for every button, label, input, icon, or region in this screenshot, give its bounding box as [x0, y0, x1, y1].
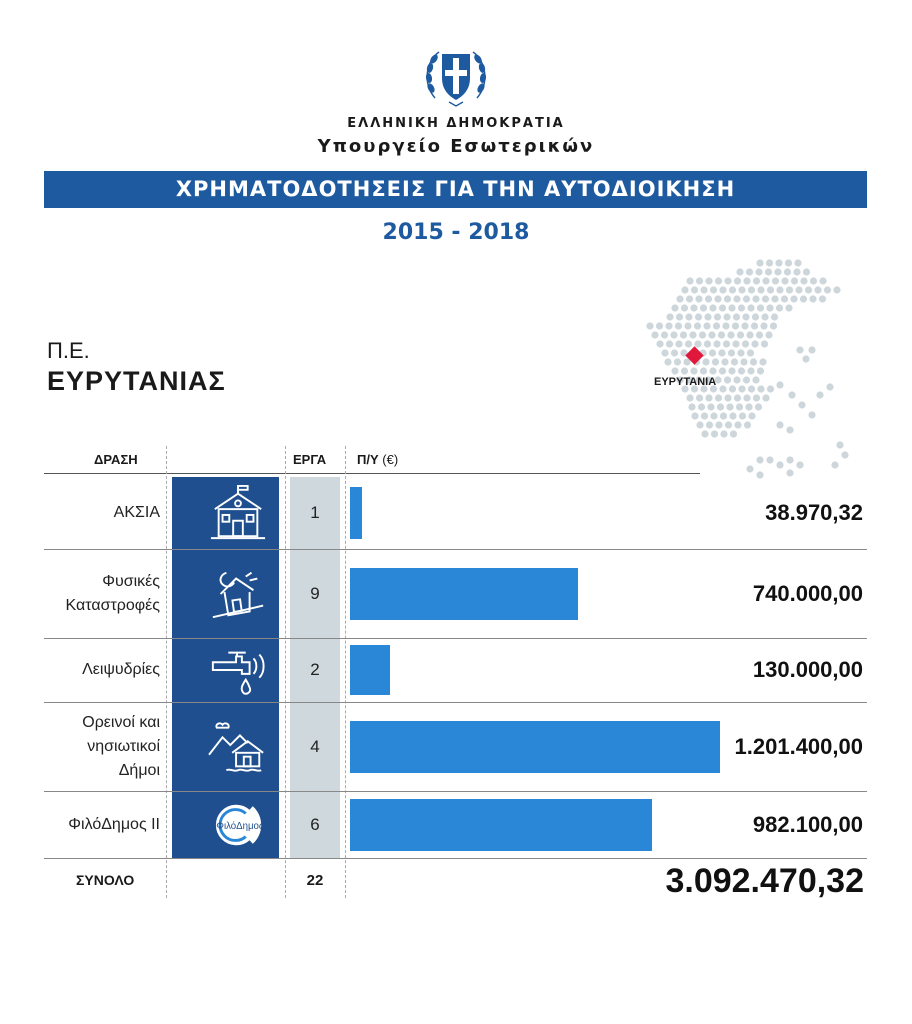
map-dot	[646, 322, 653, 329]
map-dot	[724, 376, 731, 383]
map-dot	[715, 421, 722, 428]
budget-bar	[350, 721, 720, 773]
map-dot	[700, 304, 707, 311]
collapsing-house-icon	[184, 565, 291, 628]
map-dot	[802, 355, 809, 362]
map-dot	[698, 403, 705, 410]
map-dot	[794, 259, 801, 266]
table-row	[44, 549, 867, 638]
map-dot	[738, 286, 745, 293]
map-dot	[710, 412, 717, 419]
map-dot	[717, 403, 724, 410]
map-dot	[743, 394, 750, 401]
filodimos-logo-icon	[184, 796, 291, 859]
map-dot	[737, 331, 744, 338]
total-rule	[44, 858, 867, 859]
map-dot	[686, 394, 693, 401]
map-dot	[704, 340, 711, 347]
map-dot	[671, 349, 678, 356]
map-dot	[761, 340, 768, 347]
map-dot	[831, 461, 838, 468]
row-project-count: 2	[310, 660, 320, 679]
map-dot	[748, 412, 755, 419]
map-dot	[766, 259, 773, 266]
map-dot	[771, 295, 778, 302]
row-action-label-line: Φυσικές	[102, 572, 160, 590]
budget-value-label: 38.970,32	[765, 500, 863, 525]
map-dot	[691, 286, 698, 293]
map-dot	[753, 394, 760, 401]
map-dot	[728, 349, 735, 356]
map-dot	[651, 331, 658, 338]
map-dot	[715, 277, 722, 284]
row-action-label-line: Καταστροφές	[65, 596, 160, 614]
map-dot	[752, 295, 759, 302]
map-dot	[743, 295, 750, 302]
map-dot	[671, 367, 678, 374]
map-dot	[680, 331, 687, 338]
map-dot	[711, 430, 718, 437]
map-dot	[681, 367, 688, 374]
map-dot	[718, 349, 725, 356]
map-dot	[703, 322, 710, 329]
map-dot	[759, 358, 766, 365]
map-dot	[808, 411, 815, 418]
map-dot	[661, 349, 668, 356]
total-projects: 22	[306, 872, 324, 889]
water-tap-icon	[184, 641, 291, 704]
map-dot	[833, 286, 840, 293]
map-dot	[694, 340, 701, 347]
filodimos-logo-text: ΦιλόΔημος	[215, 820, 264, 832]
map-dot	[800, 277, 807, 284]
row-action-label-line: ΑΚΣΙΑ	[113, 504, 160, 521]
map-dot	[757, 304, 764, 311]
map-dot	[771, 313, 778, 320]
map-dot	[784, 268, 791, 275]
map-dot	[714, 313, 721, 320]
row-action-label-line: Ορεινοί και	[82, 713, 160, 731]
row-action-label	[44, 501, 160, 525]
row-action-label-line: νησιωτικοί	[87, 737, 160, 755]
map-dot	[722, 322, 729, 329]
map-dot	[719, 286, 726, 293]
row-action-label	[44, 813, 160, 837]
map-dot	[742, 340, 749, 347]
map-dot	[757, 286, 764, 293]
map-dot	[757, 385, 764, 392]
map-dot	[726, 403, 733, 410]
map-dot	[745, 403, 752, 410]
map-dot	[742, 313, 749, 320]
map-dot	[728, 367, 735, 374]
map-dot	[728, 304, 735, 311]
budget-value-label: 1.201.400,00	[734, 733, 863, 759]
map-dot	[746, 331, 753, 338]
map-dot	[724, 295, 731, 302]
map-dot	[734, 394, 741, 401]
map-dot	[725, 421, 732, 428]
map-dot	[743, 277, 750, 284]
map-dot	[736, 268, 743, 275]
map-dot	[766, 304, 773, 311]
map-dot	[741, 322, 748, 329]
map-dot	[675, 340, 682, 347]
map-dot	[748, 286, 755, 293]
total-value: 3.092.470,32	[665, 862, 864, 900]
map-dot	[695, 313, 702, 320]
map-dot	[715, 394, 722, 401]
map-dot	[709, 304, 716, 311]
map-dot	[689, 331, 696, 338]
map-dot	[755, 268, 762, 275]
map-dot	[738, 385, 745, 392]
map-dot	[712, 358, 719, 365]
map-dot	[696, 394, 703, 401]
map-dot	[701, 412, 708, 419]
map-dot	[733, 376, 740, 383]
map-dot	[748, 385, 755, 392]
map-dot	[734, 277, 741, 284]
map-dot	[727, 331, 734, 338]
map-dot	[786, 469, 793, 476]
map-dot	[664, 358, 671, 365]
map-dot	[819, 295, 826, 302]
row-separator	[44, 549, 867, 550]
map-dot	[791, 277, 798, 284]
map-dot	[790, 295, 797, 302]
map-dot	[841, 451, 848, 458]
title-banner: ΧΡΗΜΑΤΟΔΟΤΗΣΕΙΣ ΓΙΑ ΤΗΝ ΑΥΤΟΔΙΟΙΚΗΣΗ	[44, 171, 867, 208]
map-dot	[718, 331, 725, 338]
total-label: ΣΥΝΟΛΟ	[76, 872, 135, 888]
map-dot	[724, 394, 731, 401]
map-dot	[786, 286, 793, 293]
row-project-count: 1	[310, 503, 320, 522]
budget-value-label: 982.100,00	[752, 811, 863, 837]
map-dot	[713, 322, 720, 329]
map-dot	[696, 277, 703, 284]
map-dot	[756, 259, 763, 266]
map-dot	[798, 401, 805, 408]
map-dot	[814, 286, 821, 293]
map-dot	[665, 322, 672, 329]
map-dot	[695, 295, 702, 302]
map-dot	[805, 286, 812, 293]
map-dot	[766, 456, 773, 463]
map-dot	[747, 349, 754, 356]
map-dot	[746, 465, 753, 472]
map-dot	[734, 421, 741, 428]
map-dot	[713, 340, 720, 347]
map-dot	[719, 367, 726, 374]
map-dot	[674, 358, 681, 365]
map-dot	[732, 322, 739, 329]
row-action-label-line: Λειψυδρίες	[82, 661, 160, 678]
region-prefix: Π.Ε.	[47, 338, 90, 363]
map-dot	[736, 403, 743, 410]
map-dot	[808, 346, 815, 353]
map-dot	[671, 304, 678, 311]
map-dot	[704, 313, 711, 320]
period-label: 2015 - 2018	[382, 220, 530, 245]
map-dot	[762, 394, 769, 401]
map-dot	[705, 295, 712, 302]
map-dot	[744, 421, 751, 428]
map-dot	[656, 340, 663, 347]
row-project-count: 9	[310, 583, 320, 603]
map-dot	[690, 304, 697, 311]
map-dot	[723, 313, 730, 320]
map-dot	[767, 286, 774, 293]
map-dot	[752, 376, 759, 383]
map-dot	[765, 331, 772, 338]
map-dot	[676, 313, 683, 320]
table-row	[44, 702, 867, 791]
map-dot	[733, 295, 740, 302]
map-dot	[732, 340, 739, 347]
map-dot	[743, 376, 750, 383]
map-dot	[803, 268, 810, 275]
map-dot	[810, 277, 817, 284]
map-dot	[752, 313, 759, 320]
row-separator	[44, 638, 867, 639]
map-dot	[816, 391, 823, 398]
table-row	[44, 638, 867, 702]
map-dot	[772, 277, 779, 284]
map-dot	[737, 349, 744, 356]
map-dot	[700, 367, 707, 374]
map-dot	[755, 403, 762, 410]
map-dot	[781, 277, 788, 284]
map-region-label: ΕΥΡΥΤΑΝΙΑ	[654, 376, 717, 388]
budget-bar	[350, 487, 362, 539]
map-dot	[770, 322, 777, 329]
map-dot	[705, 277, 712, 284]
map-dot	[661, 331, 668, 338]
map-dot	[796, 461, 803, 468]
map-dot	[757, 367, 764, 374]
map-dot	[795, 286, 802, 293]
column-header-action: ΔΡΑΣΗ	[94, 452, 138, 467]
map-dot	[686, 295, 693, 302]
map-dot	[710, 286, 717, 293]
map-dot	[786, 426, 793, 433]
map-dot	[701, 430, 708, 437]
map-dot	[708, 331, 715, 338]
map-dot	[762, 277, 769, 284]
row-action-label-line: Δήμοι	[118, 761, 160, 779]
row-action-label	[44, 658, 160, 682]
map-dot	[776, 421, 783, 428]
row-action-label-line: ΦιλόΔημος ΙΙ	[68, 815, 160, 833]
map-dot	[656, 322, 663, 329]
column-header-projects: ΕΡΓΑ	[293, 452, 327, 467]
org-line-1: ΕΛΛΗΝΙΚΗ ΔΗΜΟΚΡΑΤΙΑ	[347, 116, 565, 131]
map-dot	[686, 277, 693, 284]
budget-bar	[350, 568, 578, 620]
map-dot	[731, 358, 738, 365]
map-dot	[707, 403, 714, 410]
column-header-budget	[357, 452, 398, 467]
budget-bar	[350, 645, 390, 695]
map-dot	[809, 295, 816, 302]
greek-emblem-icon	[421, 40, 491, 110]
map-dot	[776, 286, 783, 293]
map-dot	[699, 331, 706, 338]
map-dot	[775, 259, 782, 266]
map-dot	[760, 322, 767, 329]
map-dot	[774, 268, 781, 275]
school-building-icon	[184, 484, 291, 547]
map-dot	[738, 367, 745, 374]
map-dot	[720, 430, 727, 437]
map-dot	[724, 277, 731, 284]
map-dot	[776, 381, 783, 388]
map-dot	[738, 304, 745, 311]
map-dot	[719, 304, 726, 311]
map-dot	[685, 340, 692, 347]
row-separator	[44, 791, 867, 792]
table-row	[44, 477, 867, 549]
map-dot	[751, 340, 758, 347]
row-project-count: 6	[310, 814, 320, 834]
map-dot	[761, 313, 768, 320]
map-dot	[723, 340, 730, 347]
org-line-2: Υπουργείο Εσωτερικών	[317, 136, 595, 157]
row-project-count: 4	[310, 736, 320, 756]
map-dot	[720, 412, 727, 419]
map-dot	[709, 349, 716, 356]
map-dot	[729, 385, 736, 392]
map-dot	[675, 322, 682, 329]
map-dot	[785, 304, 792, 311]
map-dot	[800, 295, 807, 302]
map-dot	[762, 295, 769, 302]
row-action-label	[44, 570, 160, 618]
map-dot	[696, 421, 703, 428]
map-dot	[676, 295, 683, 302]
map-dot	[706, 421, 713, 428]
map-dot	[681, 304, 688, 311]
map-dot	[670, 331, 677, 338]
map-dot	[705, 394, 712, 401]
map-dot	[681, 286, 688, 293]
map-dot	[781, 295, 788, 302]
map-dot	[740, 358, 747, 365]
map-dot	[776, 304, 783, 311]
row-separator	[44, 702, 867, 703]
map-dot	[756, 331, 763, 338]
map-dot	[719, 385, 726, 392]
map-dot	[739, 412, 746, 419]
map-dot	[785, 259, 792, 266]
map-dot	[826, 383, 833, 390]
header-rule	[44, 473, 700, 474]
map-dot	[714, 295, 721, 302]
map-dot	[685, 313, 692, 320]
map-dot	[767, 385, 774, 392]
mountain-house-icon	[184, 718, 291, 781]
map-dot	[796, 346, 803, 353]
map-dot	[746, 268, 753, 275]
map-dot	[776, 461, 783, 468]
map-dot	[747, 304, 754, 311]
map-dot	[694, 322, 701, 329]
budget-header-unit: (€)	[382, 452, 399, 467]
map-dot	[793, 268, 800, 275]
map-dot	[702, 358, 709, 365]
map-dot	[824, 286, 831, 293]
table-row	[44, 791, 867, 858]
map-dot	[747, 367, 754, 374]
map-dot	[753, 277, 760, 284]
map-dot	[730, 430, 737, 437]
map-dot	[684, 322, 691, 329]
map-dot	[709, 367, 716, 374]
map-dot	[788, 391, 795, 398]
budget-bar	[350, 799, 652, 851]
map-dot	[733, 313, 740, 320]
map-dot	[836, 441, 843, 448]
map-dot	[786, 456, 793, 463]
map-dot	[691, 412, 698, 419]
map-dot	[688, 403, 695, 410]
map-dot	[729, 412, 736, 419]
map-dot	[765, 268, 772, 275]
budget-value-label: 740.000,00	[752, 580, 863, 606]
map-dot	[729, 286, 736, 293]
region-name: ΕΥΡΥΤΑΝΙΑΣ	[47, 366, 226, 396]
map-dot	[819, 277, 826, 284]
map-dot	[750, 358, 757, 365]
map-dot	[690, 367, 697, 374]
map-dot	[700, 286, 707, 293]
map-dot	[721, 358, 728, 365]
map-dot	[756, 456, 763, 463]
map-dot	[666, 313, 673, 320]
row-action-label	[44, 711, 160, 783]
map-dot	[751, 322, 758, 329]
greece-dot-map	[630, 255, 870, 495]
map-dot	[666, 340, 673, 347]
budget-value-label: 130.000,00	[752, 657, 863, 682]
budget-header-label: Π/Υ	[357, 452, 379, 467]
